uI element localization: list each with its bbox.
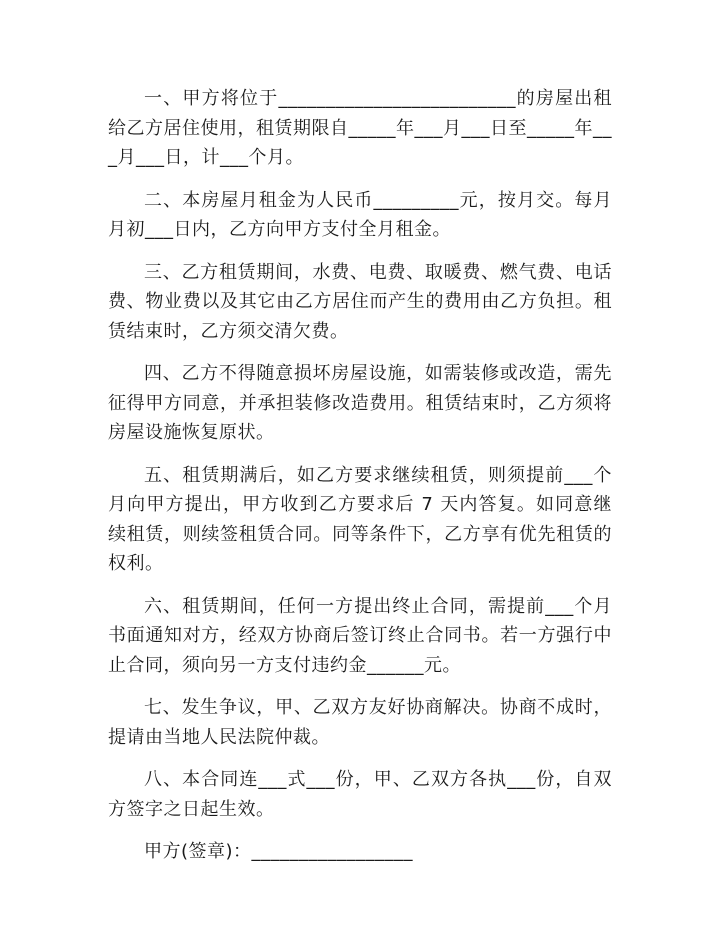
clause-6: 六、租赁期间，任何一方提出终止合同，需提前___个月书面通知对方，经双方协商后签订终止合同书。若一方强行中止合同，须向另一方支付违约金______元。 bbox=[108, 595, 612, 676]
clause-3: 三、乙方租赁期间，水费、电费、取暖费、燃气费、电话费、物业费以及其它由乙方居住而产生的费用由乙方负担。租赁结束时，乙方须交清欠费。 bbox=[108, 261, 612, 342]
clause-5: 五、租赁期满后，如乙方要求继续租赁，则须提前___个月向甲方提出，甲方收到乙方要求后 7 天内答复。如同意继续租赁，则续签租赁合同。同等条件下，乙方享有优先租赁的权利。 bbox=[108, 464, 612, 574]
clause-1: 一、甲方将位于_________________________的房屋出租给乙方居住使用，租赁期限自_____年___月___日至_____年___月___日，计___个月。 bbox=[108, 88, 612, 168]
clause-7: 七、发生争议，甲、乙双方友好协商解决。协商不成时，提请由当地人民法院仲裁。 bbox=[108, 697, 612, 748]
clause-2: 二、本房屋月租金为人民币_________元，按月交。每月月初___日内，乙方向甲方支付全月租金。 bbox=[108, 189, 612, 240]
clause-4: 四、乙方不得随意损坏房屋设施，如需装修或改造，需先征得甲方同意，并承担装修改造费用。租赁结束时，乙方须将房屋设施恢复原状。 bbox=[108, 363, 612, 443]
clause-8: 八、本合同连___式___份，甲、乙双方各执___份，自双方签字之日起生效。 bbox=[108, 769, 612, 820]
contract-body bbox=[108, 84, 612, 880]
party-a-signature-line: 甲方(签章)：_________________ bbox=[144, 841, 414, 862]
